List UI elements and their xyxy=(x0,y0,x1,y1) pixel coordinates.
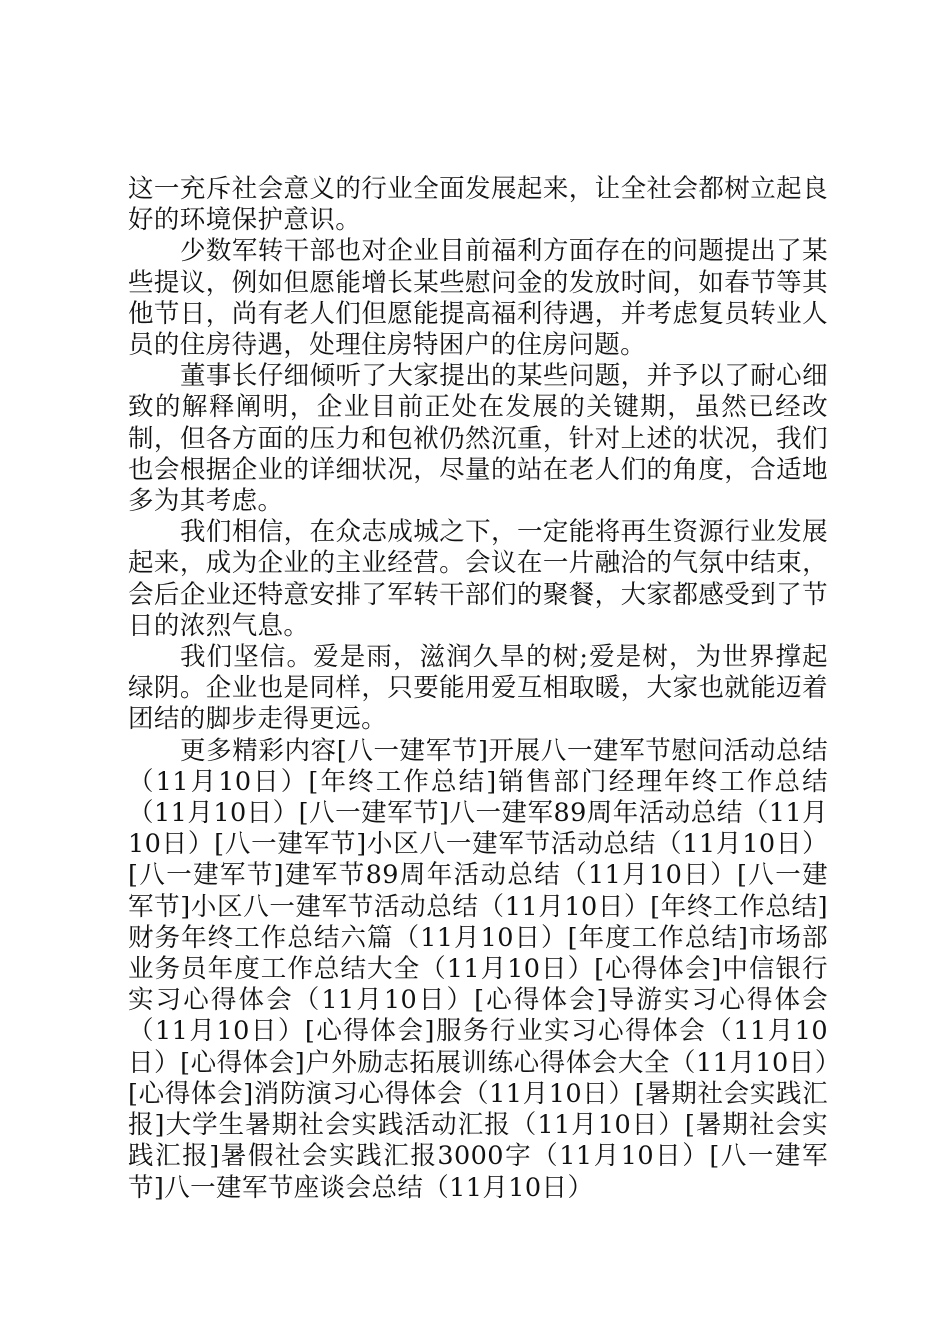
paragraph-love-metaphor: 我们坚信。爱是雨，滋润久旱的树;爱是树，为世界撑起绿阴。企业也是同样，只要能用爱互相取暖，大家也就能迈着团结的脚步走得更远。 xyxy=(128,642,828,735)
paragraph-continuation: 这一充斥社会意义的行业全面发展起来，让全社会都树立起良好的环境保护意识。 xyxy=(128,174,828,236)
paragraph-chairman-response: 董事长仔细倾听了大家提出的某些问题，并予以了耐心细致的解释阐明，企业目前正处在发展的关键期，虽然已经改制，但各方面的压力和包袱仍然沉重，针对上述的状况，我们也会根据企业的详细状况，尽量的站在老人们的角度，合适地多为其考虑。 xyxy=(128,361,828,517)
paragraph-welfare-suggestions: 少数军转干部也对企业目前福利方面存在的问题提出了某些提议，例如但愿能增长某些慰问金的发放时间，如春节等其他节日，尚有老人们但愿能提高福利待遇，并考虑复员转业人员的住房待遇，处理住房特困户的住房问题。 xyxy=(128,236,828,361)
paragraph-related-links: 更多精彩内容[八一建军节]开展八一建军节慰问活动总结（11月10日）[年终工作总结]销售部门经理年终工作总结（11月10日）[八一建军节]八一建军89周年活动总结（11月10日）[八一建军节]小区八一建军节活动总结（11月10日）[八一建军节]建军节89周年活动总结（11月10日）[八一建军节]小区八一建军节活动总结（11月10日）[年终工作总结]财务年终工作总结六篇（11月10日）[年度工作总结]市场部业务员年度工作总结大全（11月10日）[心得体会]中信银行实习心得体会（11月10日）[心得体会]导游实习心得体会（11月10日）[心得体会]服务行业实习心得体会（11月10日）[心得体会]户外励志拓展训练心得体会大全（11月10日）[心得体会]消防演习心得体会（11月10日）[暑期社会实践汇报]大学生暑期社会实践活动汇报（11月10日）[暑期社会实践汇报]暑假社会实践汇报3000字（11月10日）[八一建军节]八一建军节座谈会总结（11月10日） xyxy=(128,735,828,1203)
paragraph-confidence: 我们相信，在众志成城之下，一定能将再生资源行业发展起来，成为企业的主业经营。会议在一片融洽的气氛中结束，会后企业还特意安排了军转干部们的聚餐，大家都感受到了节日的浓烈气息。 xyxy=(128,517,828,641)
document-page xyxy=(128,174,828,1204)
